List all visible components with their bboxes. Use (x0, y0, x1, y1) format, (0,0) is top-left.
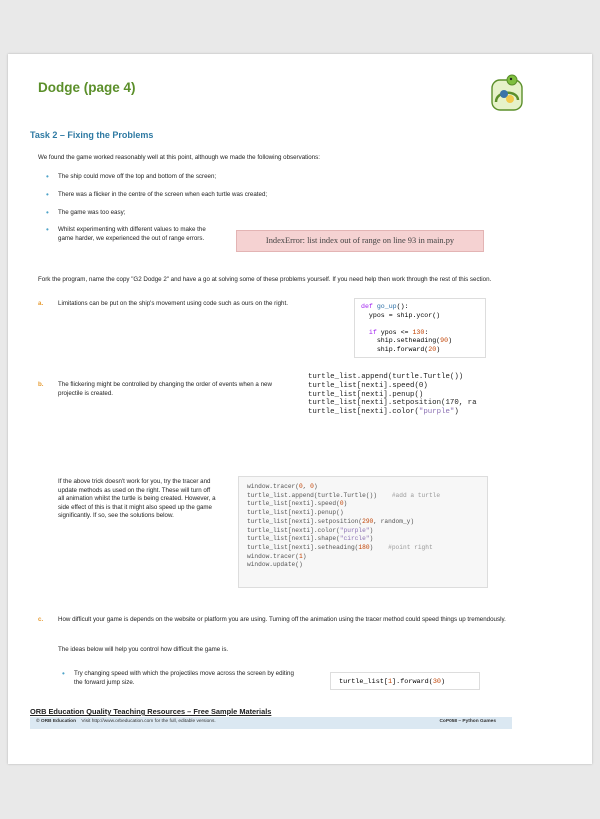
item-b-text: The flickering might be controlled by changing the order of events when a new projectile is created. (58, 381, 272, 397)
bullet-item (46, 225, 208, 243)
footer-code: CoP058 – Python Games (439, 719, 496, 724)
item-c-marker: c. (38, 616, 44, 623)
item-a-text: Limitations can be put on the ship's movement using code such as ours on the right. (58, 300, 288, 307)
bullet-dot-icon: • (46, 172, 49, 181)
bullet-item (46, 208, 458, 218)
bullet-text: Whilst experimenting with different values to make the game harder, we experienced the out of range errors. (58, 226, 206, 242)
bullet-text: The game was too easy; (58, 209, 126, 216)
tracer-explanation: If the above trick doesn't work for you, try the tracer and update methods as used on the right. These will turn off all animation whilst the turtle is being created. However, a side effect of this is that it might also speed up the game significantly. If so, see the solutions below. (58, 478, 216, 520)
task-heading: Task 2 – Fixing the Problems (30, 130, 154, 140)
item-c-text: How difficult your game is depends on the website or platform you are using. Turning off the animation using the tracer method could speed things up tremendously. (58, 616, 506, 623)
document-page (8, 54, 592, 764)
bullet-item (62, 669, 294, 687)
item-a-marker: a. (38, 300, 44, 307)
ideas-text: The ideas below will help you control how difficult the game is. (58, 646, 229, 653)
code-snippet-forward: turtle_list[1].forward(30) (330, 672, 480, 690)
bullet-text: Try changing speed with which the projectiles move across the screen by editing the forward jump size. (74, 670, 294, 686)
bullet-dot-icon: • (46, 225, 49, 234)
bullet-dot-icon: • (46, 190, 49, 199)
bullet-dot-icon: • (46, 208, 49, 217)
bullet-item (46, 190, 458, 200)
footer-bar (30, 717, 512, 729)
item-b-marker: b. (38, 381, 44, 388)
footer-copyright: © ORB Education (36, 719, 77, 724)
intro-text: We found the game worked reasonably well at this point, although we made the following observations: (38, 154, 320, 161)
error-message-box: IndexError: list index out of range on line 93 in main.py (236, 230, 484, 252)
footer-wedge (498, 717, 512, 729)
page-title: Dodge (page 4) (38, 80, 136, 95)
code-snippet-tracer: window.tracer(0, 0) turtle_list.append(turtle.Turtle()) #add a turtle turtle_list[nexti].speed(0) turtle_list[nexti].penup() turtle_list[nexti].setposition(290, random_y) turtle_list[nexti].color("purple") turtle_list[nexti].shape("circle") turtle_list[nexti].setheading(180) #point right window.tracer(1) window.update() (238, 476, 488, 588)
footer-left-text (36, 719, 216, 724)
bullet-text: The ship could move off the top and bottom of the screen; (58, 173, 217, 180)
bullet-item (46, 172, 458, 182)
code-snippet-projectile: turtle_list.append(turtle.Turtle()) turtle_list[nexti].speed(0) turtle_list[nexti].penup() turtle_list[nexti].setposition(170, ra turtle_list[nexti].color("purple") (308, 373, 477, 417)
bullet-dot-icon: • (62, 669, 65, 678)
footer-title: ORB Education Quality Teaching Resources – Free Sample Materials (30, 707, 272, 716)
fork-instructions: Fork the program, name the copy "G2 Dodge 2" and have a go at solving some of these problems yourself. If you need help then work through the rest of this section. (38, 276, 492, 283)
footer-visit-text: Visit http://www.orbeducation.com for the full, editable versions. (81, 719, 216, 724)
python-snake-logo-icon (486, 72, 528, 114)
bullet-text: There was a flicker in the centre of the screen when each turtle was created; (58, 191, 268, 198)
code-snippet-go-up: def go_up(): ypos = ship.ycor() if ypos <= 130: ship.setheading(90) ship.forward(20) (354, 298, 486, 358)
